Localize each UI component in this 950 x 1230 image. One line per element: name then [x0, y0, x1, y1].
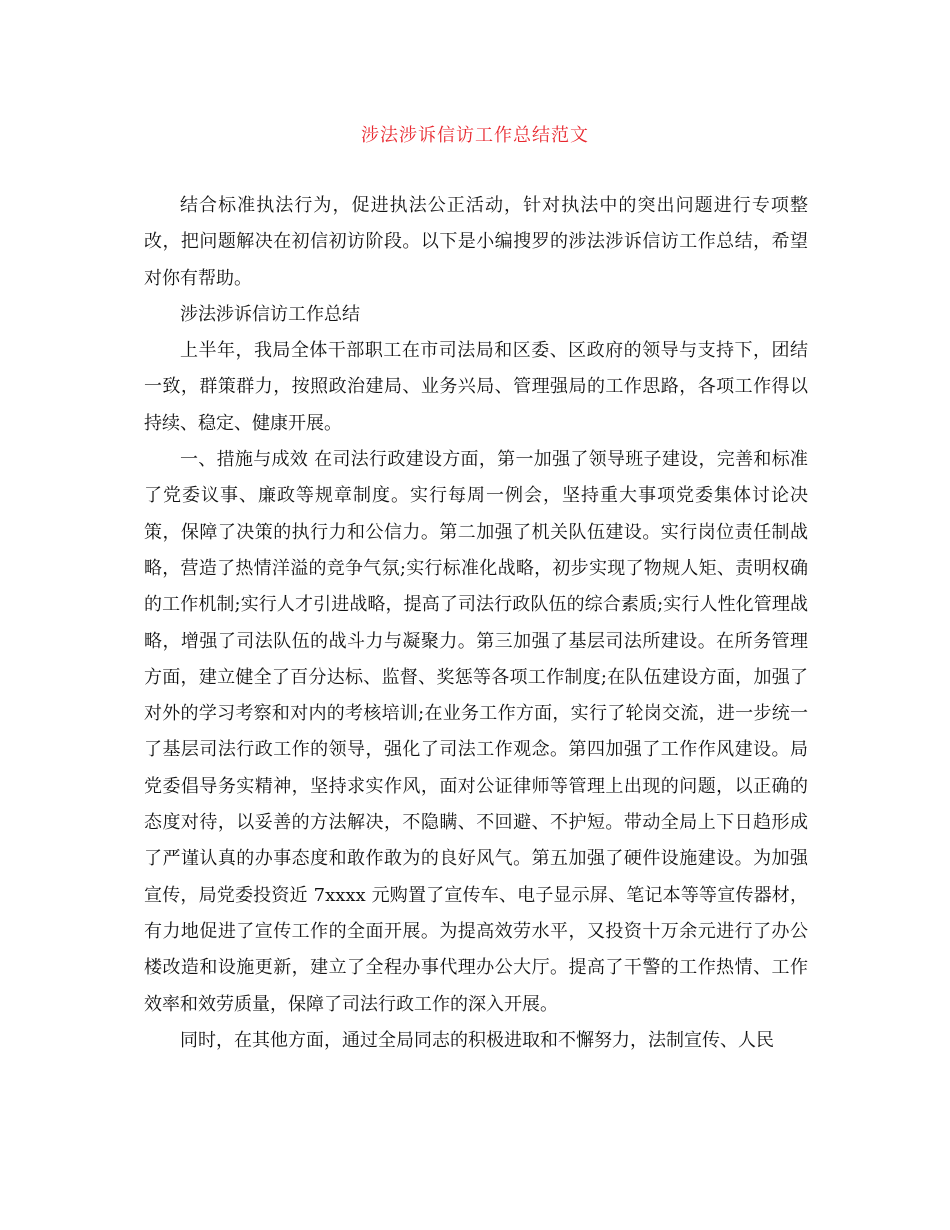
paragraph-overview: 上半年，我局全体干部职工在市司法局和区委、区政府的领导与支持下，团结一致，群策群力，按照政治建局、业务兴局、管理强局的工作思路，各项工作得以持续、稳定、健康开展。 [144, 340, 808, 434]
document-title: 涉法涉诉信访工作总结范文 [361, 125, 589, 146]
paragraph-intro: 结合标准执法行为，促进执法公正活动，针对执法中的突出问题进行专项整改，把问题解决在初信初访阶段。以下是小编搜罗的涉法涉诉信访工作总结，希望对你有帮助。 [144, 195, 808, 289]
paragraph-other: 同时，在其他方面，通过全局同志的积极进取和不懈努力，法制宣传、人民 [180, 1029, 774, 1051]
document-body [144, 188, 808, 1059]
paragraph-measures: 一、措施与成效 在司法行政建设方面，第一加强了领导班子建设，完善和标准了党委议事、廉政等规章制度。实行每周一例会，坚持重大事项党委集体讨论决策，保障了决策的执行力和公信力。第二加强了机关队伍建设。实行岗位责任制战略，营造了热情洋溢的竞争气氛;实行标准化战略，初步实现了物规人矩、责明权确的工作机制;实行人才引进战略，提高了司法行政队伍的综合素质;实行人性化管理战略，增强了司法队伍的战斗力与凝聚力。第三加强了基层司法所建设。在所务管理方面，建立健全了百分达标、监督、奖惩等各项工作制度;在队伍建设方面，加强了对外的学习考察和对内的考核培训;在业务工作方面，实行了轮岗交流，进一步统一了基层司法行政工作的领导，强化了司法工作观念。第四加强了工作作风建设。局党委倡导务实精神，坚持求实作风，面对公证律师等管理上出现的问题，以正确的态度对待，以妥善的方法解决，不隐瞒、不回避、不护短。带动全局上下日趋形成了严谨认真的办事态度和敢作敢为的良好风气。第五加强了硬件设施建设。为加强宣传，局党委投资近 7xxxx 元购置了宣传车、电子显示屏、笔记本等等宣传器材，有力地促进了宣传工作的全面开展。为提高效劳水平，又投资十万余元进行了办公楼改造和设施更新，建立了全程办事代理办公大厅。提高了干警的工作热情、工作效率和效劳质量，保障了司法行政工作的深入开展。 [144, 449, 808, 1015]
paragraph-subtitle: 涉法涉诉信访工作总结 [180, 303, 360, 325]
